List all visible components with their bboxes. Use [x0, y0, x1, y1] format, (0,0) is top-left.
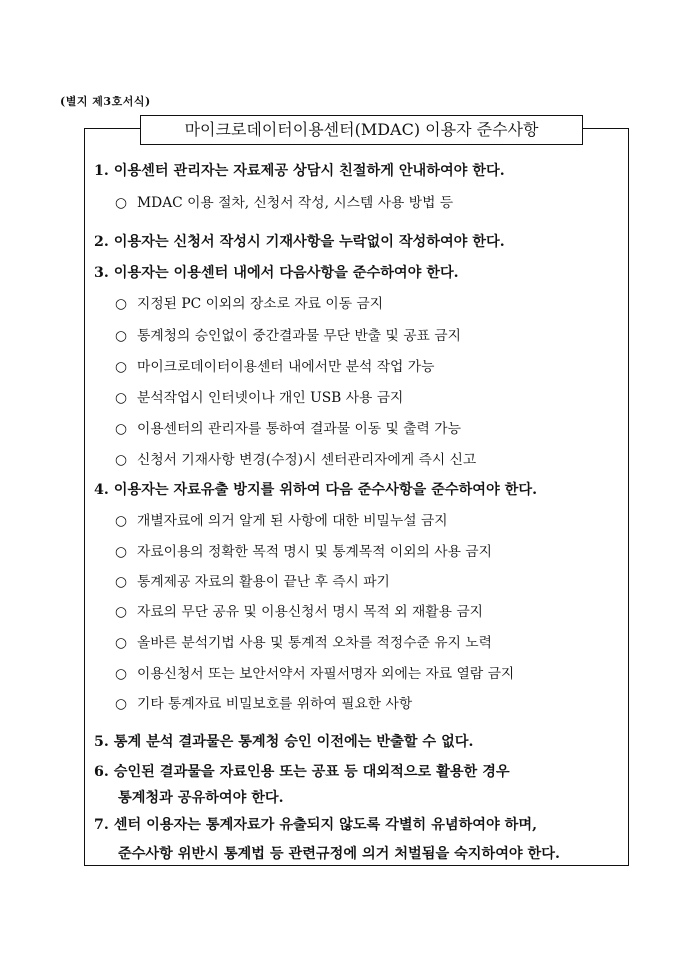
bullet-icon: ○ [115, 544, 128, 560]
bullet-icon: ○ [115, 513, 128, 529]
subitem-text: 이용센터의 관리자를 통하여 결과물 이동 및 출력 가능 [137, 421, 461, 437]
rule-4-subitem-5 [115, 631, 492, 651]
bullet-icon: ○ [115, 296, 128, 312]
form-number-label: (별지 제3호서식) [60, 95, 151, 108]
subitem-text: 이용신청서 또는 보안서약서 자필서명자 외에는 자료 열람 금지 [137, 666, 515, 682]
rule-4-subitem-1 [115, 509, 448, 529]
bullet-icon: ○ [115, 604, 128, 620]
bullet-icon: ○ [115, 390, 128, 406]
bullet-icon: ○ [115, 328, 128, 344]
subitem-text: 분석작업시 인터넷이나 개인 USB 사용 금지 [137, 390, 404, 406]
subitem-text: 개별자료에 의거 알게 된 사항에 대한 비밀누설 금지 [137, 513, 448, 529]
rule-3-subitem-4 [115, 386, 403, 406]
subitem-text: 통계청의 승인없이 중간결과물 무단 반출 및 공표 금지 [137, 328, 461, 344]
bullet-icon: ○ [115, 421, 128, 437]
rule-4-subitem-4 [115, 600, 483, 620]
bullet-icon: ○ [115, 666, 128, 682]
subitem-text: 마이크로데이터이용센터 내에서만 분석 작업 가능 [137, 359, 435, 375]
subitem-text: 지정된 PC 이외의 장소로 자료 이동 금지 [137, 296, 384, 312]
rule-7-continuation: 준수사항 위반시 통계법 등 관련규정에 의거 처벌됨을 숙지하여야 한다. [118, 846, 560, 862]
rule-6-continuation: 통계청과 공유하여야 한다. [118, 790, 284, 806]
bullet-icon: ○ [115, 696, 128, 712]
rule-5: 5. 통계 분석 결과물은 통계청 승인 이전에는 반출할 수 없다. [94, 734, 474, 750]
rule-6: 6. 승인된 결과물을 자료인용 또는 공표 등 대외적으로 활용한 경우 [94, 764, 510, 780]
bullet-icon: ○ [115, 452, 128, 468]
bullet-icon: ○ [115, 195, 128, 211]
rule-1: 1. 이용센터 관리자는 자료제공 상담시 친절하게 안내하여야 한다. [94, 163, 505, 179]
subitem-text: 올바른 분석기법 사용 및 통계적 오차를 적정수준 유지 노력 [137, 635, 492, 651]
rule-2: 2. 이용자는 신청서 작성시 기재사항을 누락없이 작성하여야 한다. [94, 234, 505, 250]
rule-4: 4. 이용자는 자료유출 방지를 위하여 다음 준수사항을 준수하여야 한다. [94, 482, 538, 498]
rule-7: 7. 센터 이용자는 통계자료가 유출되지 않도록 각별히 유념하여야 하며, [94, 817, 538, 833]
rule-3-subitem-1 [115, 292, 383, 312]
bullet-icon: ○ [115, 359, 128, 375]
rule-3-subitem-3 [115, 355, 434, 375]
rule-3-subitem-6 [115, 448, 476, 468]
subitem-text: 기타 통계자료 비밀보호를 위하여 필요한 사항 [137, 696, 413, 712]
bullet-icon: ○ [115, 635, 128, 651]
rule-1-subitem-1 [115, 191, 453, 211]
subitem-text: MDAC 이용 절차, 신청서 작성, 시스템 사용 방법 등 [137, 195, 454, 211]
subitem-text: 자료의 무단 공유 및 이용신청서 명시 목적 외 재활용 금지 [137, 604, 484, 620]
subitem-text: 통계제공 자료의 활용이 끝난 후 즉시 파기 [137, 574, 390, 590]
bullet-icon: ○ [115, 574, 128, 590]
rule-3: 3. 이용자는 이용센터 내에서 다음사항을 준수하여야 한다. [94, 265, 459, 281]
rule-4-subitem-7 [115, 692, 412, 712]
rule-3-subitem-2 [115, 324, 461, 344]
rule-4-subitem-6 [115, 662, 514, 682]
rule-4-subitem-2 [115, 540, 492, 560]
subitem-text: 신청서 기재사항 변경(수정)시 센터관리자에게 즉시 신고 [137, 452, 477, 468]
rule-4-subitem-3 [115, 570, 390, 590]
page-title: 마이크로데이터이용센터(MDAC) 이용자 준수사항 [140, 115, 583, 145]
rule-3-subitem-5 [115, 417, 461, 437]
subitem-text: 자료이용의 정확한 목적 명시 및 통계목적 이외의 사용 금지 [137, 544, 492, 560]
